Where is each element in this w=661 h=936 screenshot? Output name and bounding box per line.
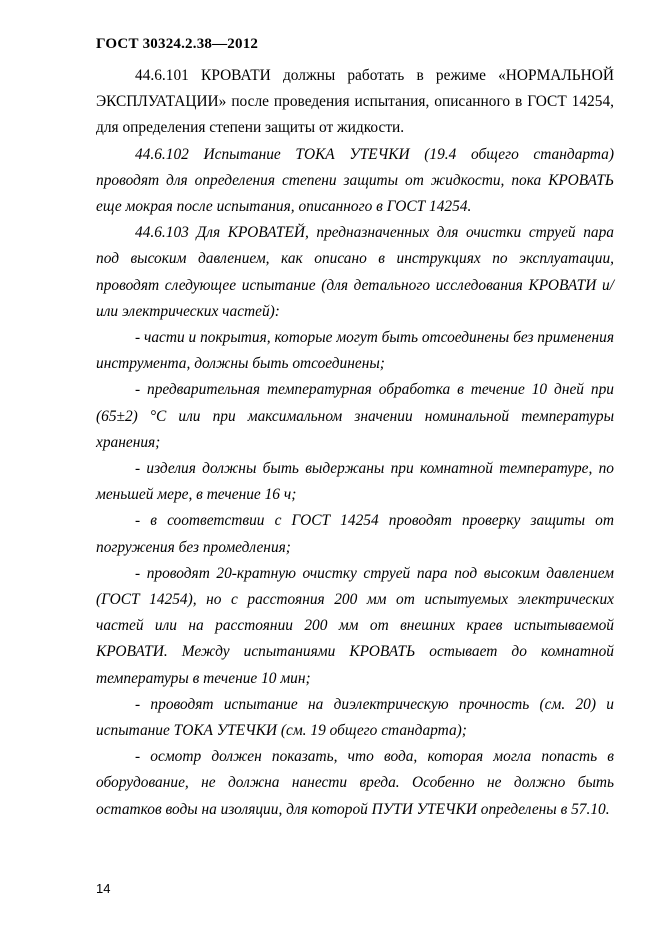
paragraph-44-6-102: 44.6.102 Испытание ТОКА УТЕЧКИ (19.4 общего стандарта) проводят для определения степени защиты от жидкости, пока КРОВАТЬ еще мокрая после испытания, описанного в ГОСТ 14254. — [96, 145, 614, 216]
document-header: ГОСТ 30324.2.38—2012 — [96, 36, 259, 52]
list-item-preconditioning: - предварительная температурная обработка в течение 10 дней при (65±2) °С или при максимальном значении номинальной температуры хранения; — [96, 381, 614, 451]
list-item-inspection: - осмотр должен показать, что вода, которая могла попасть в оборудование, не должна нанести вреда. Особенно не должно быть остатков воды на изоляции, для которой ПУТИ УТЕЧКИ определены в 57.10. — [96, 748, 614, 818]
paragraph-44-6-103: 44.6.103 Для КРОВАТЕЙ, предназначенных для очистки струей пара под высоким давлением, как описано в инструкциях по эксплуатации, проводят следующее испытание (для детального исследования КРОВАТИ и/или электрических частей): — [96, 224, 614, 320]
page-number: 14 — [96, 881, 111, 896]
list-item-steam-cleaning: - проводят 20-кратную очистку струей пара под высоким давлением (ГОСТ 14254), но с расстояния 200 мм от испытуемых электрических частей или на расстоянии 200 мм от внешних краев испытываемой КРОВАТИ. Между испытаниями КРОВАТЬ остывает до комнатной температуры в течение 10 мин; — [96, 564, 614, 687]
list-item-dielectric-test: - проводят испытание на диэлектрическую прочность (см. 20) и испытание ТОКА УТЕЧКИ (см. 19 общего стандарта); — [96, 695, 614, 740]
paragraph-44-6-101: 44.6.101 КРОВАТИ должны работать в режиме «НОРМАЛЬНОЙ ЭКСПЛУАТАЦИИ» после проведения испытания, описанного в ГОСТ 14254, для определения степени защиты от жидкости. — [96, 67, 614, 137]
document-body — [96, 63, 614, 823]
list-item-immersion-check: - в соответствии с ГОСТ 14254 проводят проверку защиты от погружения без промедления; — [96, 512, 614, 556]
list-item-room-temperature: - изделия должны быть выдержаны при комнатной температуре, по меньшей мере, в течение 16 ч; — [96, 460, 614, 504]
list-item-detach-parts: - части и покрытия, которые могут быть отсоединены без применения инструмента, должны быть отсоединены; — [96, 329, 614, 373]
